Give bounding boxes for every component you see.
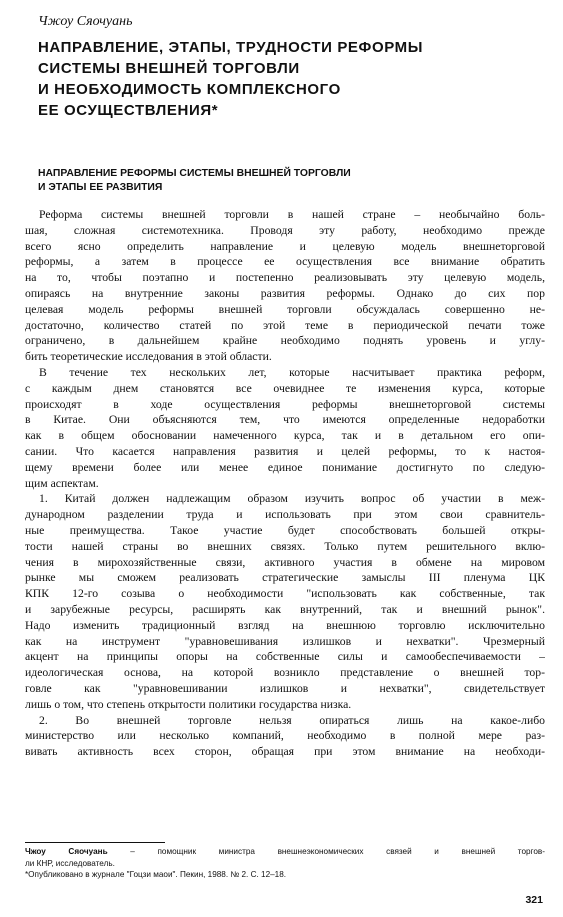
section-heading-line: НАПРАВЛЕНИЕ РЕФОРМЫ СИСТЕМЫ ВНЕШНЕЙ ТОРГОВЛИ xyxy=(38,168,351,179)
body-line: как на инструмент "уравновешивания излишков и нехватки". Чрезмерный xyxy=(25,634,545,648)
body-line: Надо изменить традиционный взгляд на внешнюю торговлю исключительно xyxy=(25,618,545,632)
body-line: КПК 12-го созыва о необходимости "использовать как собственные, так xyxy=(25,587,545,601)
body-line: тости нашей страны во внешних связях. Только путем решительного вклю- xyxy=(25,539,545,553)
footnote-publication: *Опубликовано в журнале "Гоцзи маои". Пекин, 1988. № 2. С. 12–18. xyxy=(25,870,287,879)
body-line: рынке мы сможем реализовать стратегические замыслы III пленума ЦК xyxy=(25,571,545,585)
body-line: 1. Китай должен надлежащим образом изучить вопрос об участии в меж- xyxy=(39,492,545,506)
body-line: дународном разделении труда и использовать при этом свои сравнитель- xyxy=(25,508,545,522)
body-line: Реформа системы внешней торговли в нашей стране – необычайно боль- xyxy=(39,208,545,221)
body-line: опираясь на внутренние законы развития реформы. Однако до сих пор xyxy=(25,286,545,300)
body-line: на то, чтобы поэтапно и постепенно реализовывать эту целевую модель, xyxy=(25,271,545,285)
title-line: И НЕОБХОДИМОСТЬ КОМПЛЕКСНОГО xyxy=(38,81,341,98)
footnote-author-text: – помощник министра внешнеэкономических связей и внешней торгов- xyxy=(107,847,545,856)
body-line: как в общем обосновании намеченного курса, так и в детальном его опи- xyxy=(25,429,545,443)
title-line: СИСТЕМЫ ВНЕШНЕЙ ТОРГОВЛИ xyxy=(38,60,300,77)
body-line: происходят в ходе осуществления реформы внешнеторговой системы xyxy=(25,397,545,411)
body-line: говле как "уравновешивании излишков и нехватки", свидетельствует xyxy=(25,681,545,695)
title-line: ЕЕ ОСУЩЕСТВЛЕНИЯ* xyxy=(38,102,219,119)
body-line: сании. Что касается направления развития и целей реформы, то к настоя- xyxy=(25,444,545,458)
body-line: ограничено, в дальнейшем крайне необходимо поднять уровень и углу- xyxy=(25,334,545,348)
body-line: достаточно, количество статей по этой теме в периодической печати тоже xyxy=(25,318,545,332)
footnote-author xyxy=(25,846,545,858)
article-title xyxy=(38,37,538,121)
section-heading xyxy=(38,167,538,195)
body-line: всего ясно определить направление и целевую модель внешнеторговой xyxy=(25,239,545,253)
body-line: В течение тех нескольких лет, которые насчитывает практика реформ, xyxy=(39,365,545,379)
section-heading-line: И ЭТАПЫ ЕЕ РАЗВИТИЯ xyxy=(38,182,163,193)
footnote-author-name: Чжоу Сяочуань xyxy=(25,847,108,856)
body-line: с каждым днем становятся все очевиднее те изменения курса, которые xyxy=(25,381,545,395)
body-line: лишь о том, что степень открытости политики государства низка. xyxy=(25,697,352,711)
body-line: и зарубежные ресурсы, расширять как внутренний, так и внешний рынок". xyxy=(25,602,545,616)
article-author: Чжоу Сяочуань xyxy=(38,14,133,29)
body-line: целевая модель реформы внешней торговли обсуждалась совершенно не- xyxy=(25,302,545,316)
body-line: чения в мирохозяйственные связи, активного участия в обмене на мировом xyxy=(25,555,545,569)
footnote-author-continued: ли КНР, исследователь. xyxy=(25,858,115,868)
page-number: 321 xyxy=(525,894,543,906)
body-line: бить теоретические исследования в этой области. xyxy=(25,350,272,364)
footnotes xyxy=(25,846,545,881)
body-line: шая, сложная системотехника. Проводя эту работу, необходимо прежде xyxy=(25,223,545,237)
body-line: в Китае. Они объясняются тем, что имеются определенные недоработки xyxy=(25,413,545,427)
body-line: щему времени более или менее единое понимание достигнуто по следую- xyxy=(25,460,545,474)
body-line: реформы, а затем в процессе ее осуществления все внимание обратить xyxy=(25,255,545,269)
body-line: 2. Во внешней торговле нельзя опираться лишь на какое-либо xyxy=(39,713,545,727)
footnote-divider xyxy=(25,842,165,843)
body-line: ные преимущества. Такое участие будет способствовать большей откры- xyxy=(25,523,545,537)
body-line: идеологическая основа, на которой возникло представление о внешней тор- xyxy=(25,666,545,680)
body-line: министерство или несколько компаний, необходимо в полной мере раз- xyxy=(25,729,545,743)
title-line: НАПРАВЛЕНИЕ, ЭТАПЫ, ТРУДНОСТИ РЕФОРМЫ xyxy=(38,39,423,56)
body-line: акцент на принципы опоры на собственные силы и самообеспечиваемости – xyxy=(25,650,545,664)
body-line: вивать активность всех сторон, обращая при этом внимание на необходи- xyxy=(25,745,545,759)
body-text xyxy=(25,207,545,760)
body-line: щим аспектам. xyxy=(25,476,99,490)
